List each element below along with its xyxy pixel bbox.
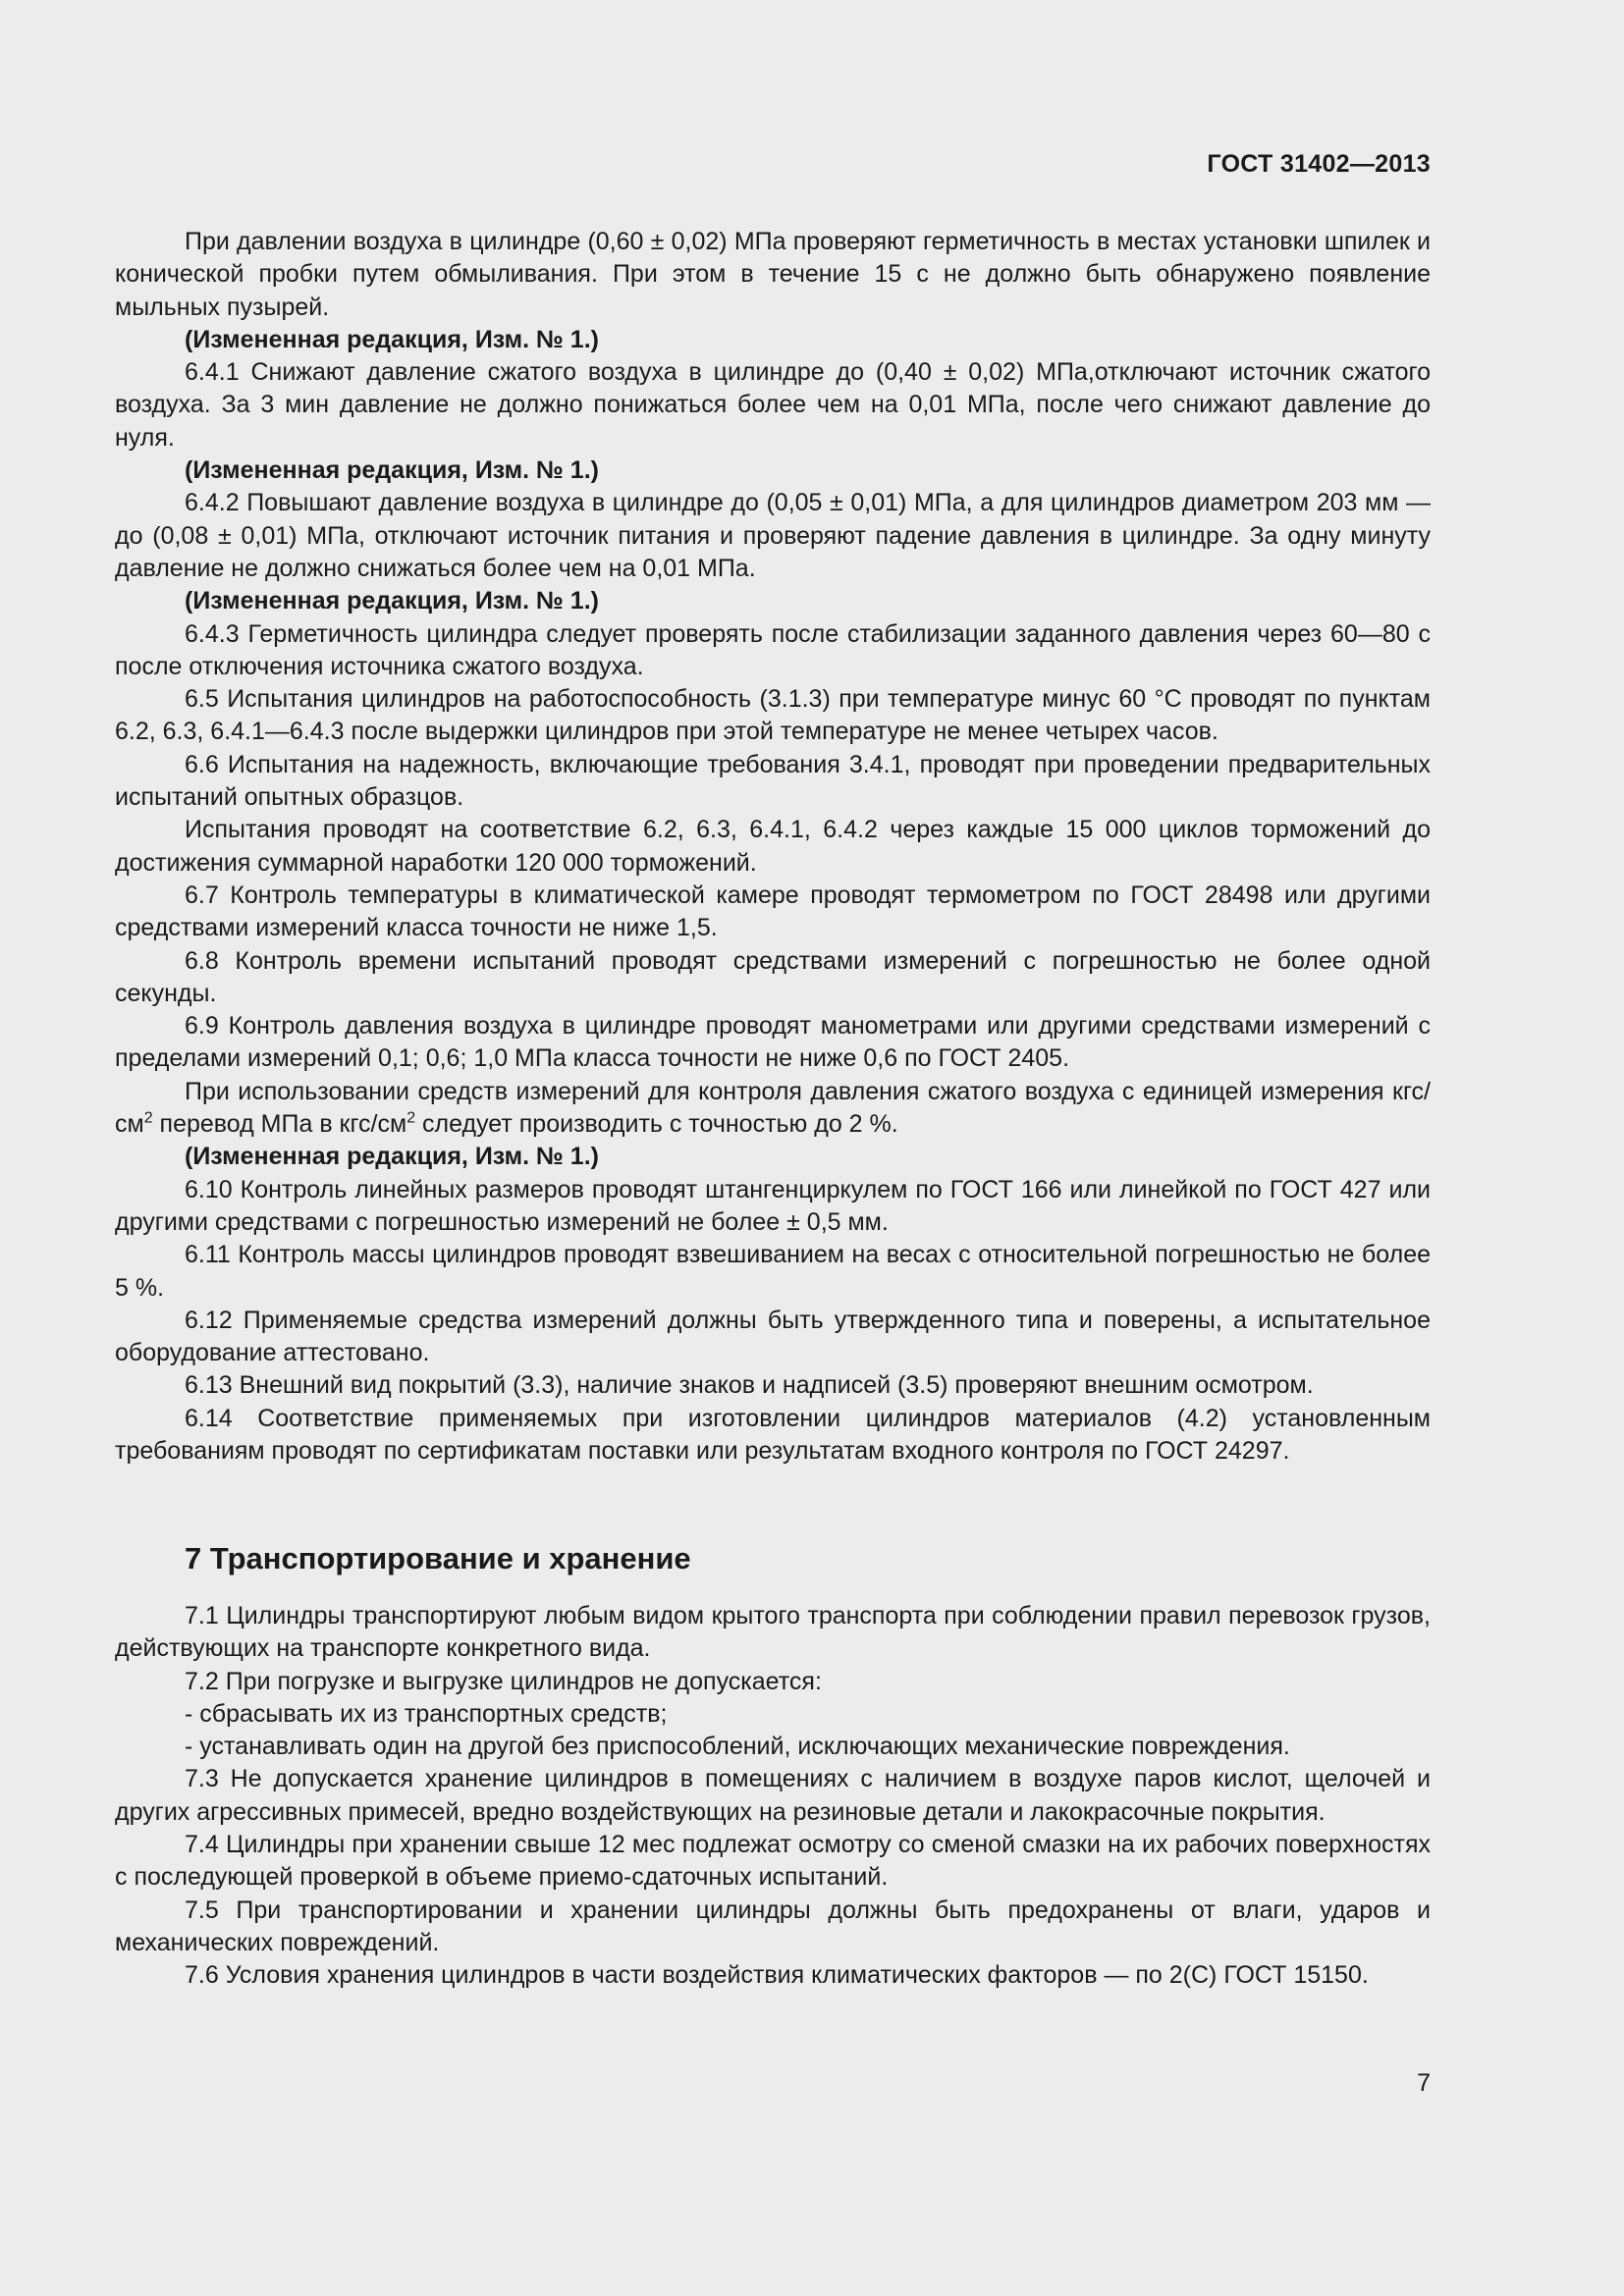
paragraph-6-4-2: 6.4.2 Повышают давление воздуха в цилиндре до (0,05 ± 0,01) МПа, а для цилиндров диаметром 203 мм — до (0,08 ± 0,01) МПа, отключают источник питания и проверяют падение давления в цилиндре. За одну минуту давление не должно снижаться более чем на 0,01 МПа. — [115, 489, 1431, 582]
paragraph-6-6: 6.6 Испытания на надежность, включающие требования 3.4.1, проводят при проведении предварительных испытаний опытных образцов. — [115, 750, 1431, 812]
amendment-note: (Измененная редакция, Изм. № 1.) — [185, 325, 599, 353]
paragraph-6-13: 6.13 Внешний вид покрытий (3.3), наличие знаков и надписей (3.5) проверяют внешним осмотром. — [185, 1371, 1314, 1400]
paragraph-7-6: 7.6 Условия хранения цилиндров в части воздействия климатических факторов — по 2(С) ГОСТ 15150. — [185, 1961, 1369, 1990]
section-7-heading: 7 Транспортирование и хранение — [185, 1541, 691, 1575]
paragraph-6-4-3: 6.4.3 Герметичность цилиндра следует проверять после стабилизации заданного давления через 60—80 с после отключения источника сжатого воздуха. — [115, 619, 1431, 680]
units-text-a: При использовании средств измерений для контроля давления сжатого воздуха с единицей измерения кгс/см — [115, 1077, 1431, 1139]
section-7-body — [115, 1600, 1431, 1993]
paragraph-6-6-continued: Испытания проводят на соответствие 6.2, 6.3, 6.4.1, 6.4.2 через каждые 15 000 циклов торможений до достижения суммарной наработки 120 000 торможений. — [115, 816, 1431, 877]
document-code-header: ГОСТ 31402—2013 — [1207, 150, 1431, 178]
units-text-c: следует производить с точностью до 2 %. — [415, 1110, 898, 1139]
paragraph-6-11: 6.11 Контроль массы цилиндров проводят взвешиванием на весах с относительной погрешностью не более 5 %. — [115, 1241, 1431, 1302]
paragraph-6-9: 6.9 Контроль давления воздуха в цилиндре проводят манометрами или другими средствами измерений с пределами измерений 0,1; 0,6; 1,0 МПа класса точности не ниже 0,6 по ГОСТ 2405. — [115, 1012, 1431, 1073]
amendment-note: (Измененная редакция, Изм. № 1.) — [185, 587, 599, 615]
paragraph-7-2: 7.2 При погрузке и выгрузке цилиндров не допускается: — [185, 1667, 822, 1695]
amendment-note: (Измененная редакция, Изм. № 1.) — [185, 456, 599, 485]
paragraph-6-4-1: 6.4.1 Снижают давление сжатого воздуха в цилиндре до (0,40 ± 0,02) МПа,отключают источник сжатого воздуха. За 3 мин давление не должно понижаться более чем на 0,01 МПа, после чего снижают давление до нуля. — [115, 358, 1431, 452]
superscript: 2 — [143, 1109, 153, 1127]
paragraph-6-8: 6.8 Контроль времени испытаний проводят средствами измерений с погрешностью не более одной секунды. — [115, 946, 1431, 1007]
units-text-b: перевод МПа в кгс/см — [152, 1110, 407, 1139]
page-number: 7 — [1417, 2069, 1431, 2097]
list-item: - устанавливать один на другой без приспособлений, исключающих механические повреждения. — [185, 1733, 1290, 1761]
paragraph-6-7: 6.7 Контроль температуры в климатической камере проводят термометром по ГОСТ 28498 или другими средствами измерений класса точности не ниже 1,5. — [115, 881, 1431, 942]
paragraph-6-9-units — [115, 1076, 1431, 1142]
paragraph-7-4: 7.4 Цилиндры при хранении свыше 12 мес подлежат осмотру со сменой смазки на их рабочих поверхностях с последующей проверкой в объеме приемо-сдаточных испытаний. — [115, 1831, 1431, 1892]
list-item: - сбрасывать их из транспортных средств; — [185, 1699, 668, 1728]
amendment-note: (Измененная редакция, Изм. № 1.) — [185, 1143, 599, 1171]
paragraph-7-3: 7.3 Не допускается хранение цилиндров в помещениях с наличием в воздухе паров кислот, щелочей и других агрессивных примесей, вредно воздействующих на резиновые детали и лакокрасочные покрытия. — [115, 1765, 1431, 1826]
paragraph-7-5: 7.5 При транспортировании и хранении цилиндры должны быть предохранены от влаги, ударов и механических повреждений. — [115, 1896, 1431, 1956]
paragraph-6-12: 6.12 Применяемые средства измерений должны быть утвержденного типа и поверены, а испытательное оборудование аттестовано. — [115, 1306, 1431, 1367]
paragraph-6-14: 6.14 Соответствие применяемых при изготовлении цилиндров материалов (4.2) установленным требованиям проводят по сертификатам поставки или результатам входного контроля по ГОСТ 24297. — [115, 1404, 1431, 1465]
superscript: 2 — [406, 1109, 416, 1127]
paragraph-6-10: 6.10 Контроль линейных размеров проводят штангенциркулем по ГОСТ 166 или линейкой по ГОСТ 427 или другими средствами с погрешностью измерений не более ± 0,5 мм. — [115, 1175, 1431, 1236]
paragraph-6-5: 6.5 Испытания цилиндров на работоспособность (3.1.3) при температуре минус 60 °С проводят по пунктам 6.2, 6.3, 6.4.1—6.4.3 после выдержки цилиндров при этой температуре не менее четырех часов. — [115, 685, 1431, 746]
paragraph: При давлении воздуха в цилиндре (0,60 ± 0,02) МПа проверяют герметичность в местах установки шпилек и конической пробки путем обмыливания. При этом в течение 15 с не должно быть обнаружено появление мыльных пузырей. — [115, 228, 1431, 321]
section-6-body — [115, 226, 1431, 1468]
paragraph-7-1: 7.1 Цилиндры транспортируют любым видом крытого транспорта при соблюдении правил перевозок грузов, действующих на транспорте конкретного вида. — [115, 1602, 1431, 1663]
